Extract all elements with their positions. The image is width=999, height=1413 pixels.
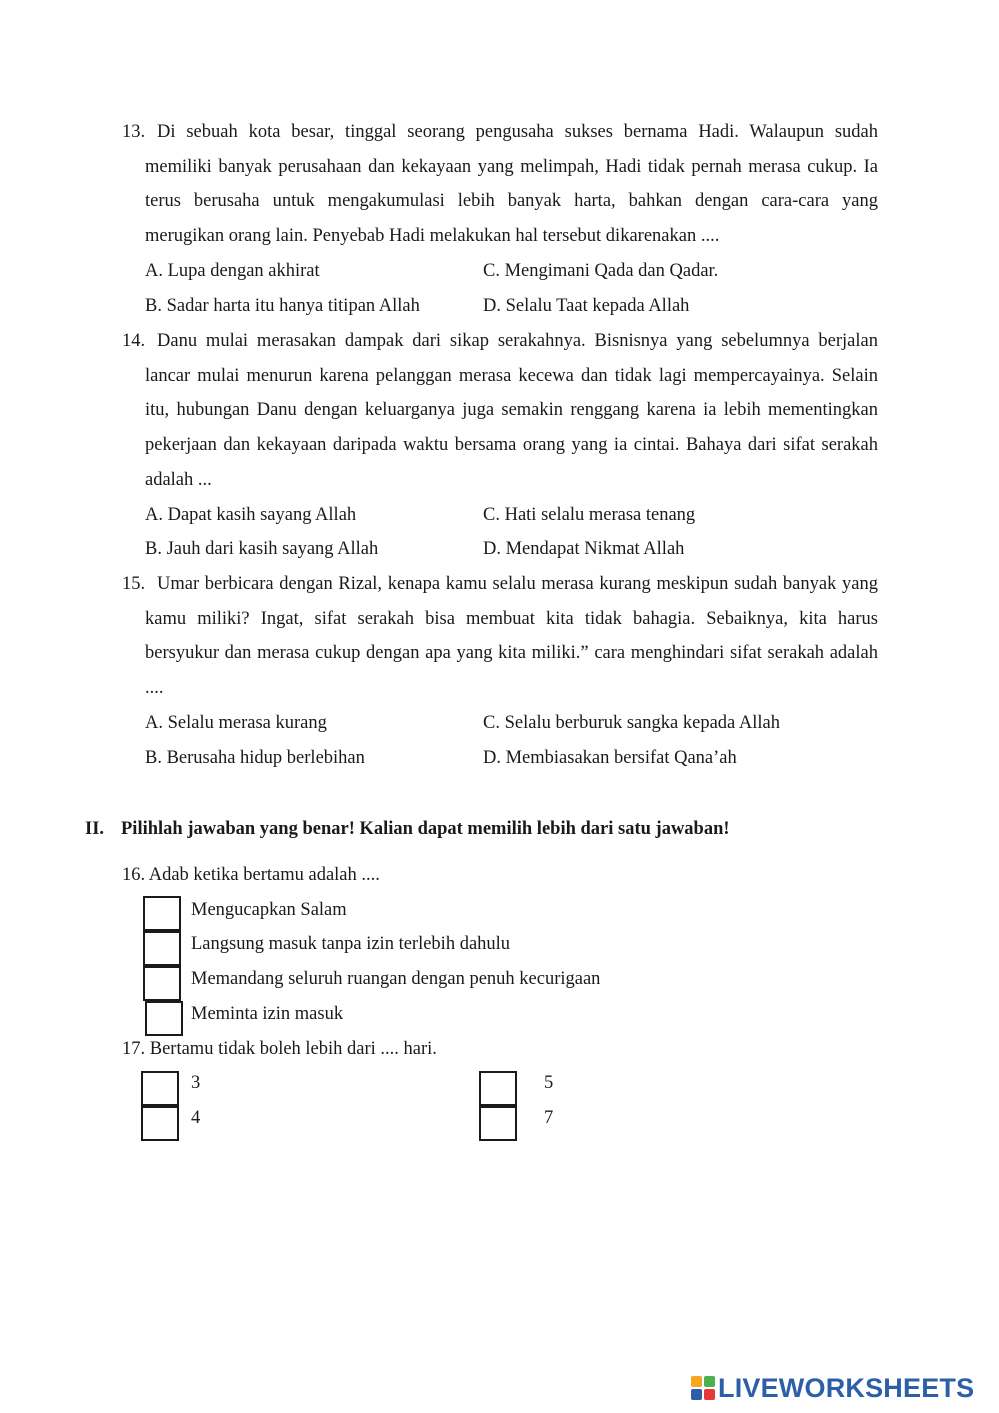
question-14 [122, 324, 878, 567]
choice-16-2: Langsung masuk tanpa izin terlebih dahulu [191, 934, 511, 954]
choice-16-4: Meminta izin masuk [191, 1004, 344, 1024]
option-a: A. Selalu merasa kurang [145, 712, 327, 733]
checkbox-17-7[interactable] [479, 1106, 517, 1141]
brand-tile-icon [704, 1389, 715, 1400]
choice-16-1: Mengucapkan Salam [191, 900, 347, 920]
option-c: C. Mengimani Qada dan Qadar. [483, 260, 719, 281]
question-13 [122, 115, 878, 323]
question-number: 13. [122, 122, 146, 142]
brand-mark-icon [691, 1376, 715, 1400]
checkbox-17-3[interactable] [141, 1071, 179, 1106]
option-b: B. Jauh dari kasih sayang Allah [145, 539, 379, 560]
question-16-label: 16. Adab ketika bertamu adalah .... [122, 865, 380, 885]
choice-17-3: 3 [191, 1073, 201, 1093]
option-c: C. Hati selalu merasa tenang [483, 504, 696, 525]
question-stem [122, 567, 878, 706]
section-number: II. [85, 819, 105, 839]
brand-tile-icon [691, 1389, 702, 1400]
section-instruction: Pilihlah jawaban yang benar! Kalian dapat memilih lebih dari satu jawaban! [121, 819, 730, 839]
checkbox-17-4[interactable] [141, 1106, 179, 1141]
question-stem [122, 115, 878, 254]
checkbox-17-5[interactable] [479, 1071, 517, 1106]
option-a: A. Lupa dengan akhirat [145, 260, 320, 281]
section-heading [85, 812, 730, 846]
question-17-label: 17. Bertamu tidak boleh lebih dari .... hari. [122, 1039, 437, 1059]
question-stem [122, 324, 878, 498]
question-text: Danu mulai merasakan dampak dari sikap serakahnya. Bisnisnya yang sebelumnya berjalan lancar mulai menurun karena pelanggan merasa kecewa dan tidak lagi mempercayainya. Selain itu, hubungan Danu dengan keluarganya juga semakin renggang karena ia lebih mementingkan pekerjaan dan kekayaan daripada waktu bersama orang yang ia cintai. Bahaya dari sifat serakah adalah ... [145, 331, 878, 490]
brand-name: LIVEWORKSHEETS [718, 1372, 975, 1403]
checkbox-16-4[interactable] [145, 1001, 183, 1036]
question-number: 14. [122, 331, 146, 351]
checkbox-16-2[interactable] [143, 931, 181, 966]
option-d: D. Selalu Taat kepada Allah [483, 295, 690, 316]
option-d: D. Membiasakan bersifat Qana’ah [483, 747, 737, 768]
answer-options [145, 706, 878, 775]
question-number: 15. [122, 574, 146, 594]
liveworksheets-logo [691, 1373, 974, 1403]
question-text: Umar berbicara dengan Rizal, kenapa kamu selalu merasa kurang meskipun sudah banyak yang kamu miliki? Ingat, sifat serakah bisa membuat kita tidak bahagia. Sebaiknya, kita harus bersyukur dan merasa cukup dengan apa yang kita miliki.” cara menghindari sifat serakah adalah .... [145, 574, 878, 699]
choice-17-4: 4 [191, 1108, 201, 1128]
answer-options [145, 498, 878, 567]
option-a: A. Dapat kasih sayang Allah [145, 504, 357, 525]
choice-17-7: 7 [544, 1108, 554, 1128]
option-b: B. Sadar harta itu hanya titipan Allah [145, 295, 420, 316]
question-text: Di sebuah kota besar, tinggal seorang pengusaha sukses bernama Hadi. Walaupun sudah memiliki banyak perusahaan dan kekayaan yang melimpah, Hadi tidak pernah merasa cukup. Ia terus berusaha untuk mengakumulasi lebih banyak harta, bahkan dengan cara-cara yang merugikan orang lain. Penyebab Hadi melakukan hal tersebut dikarenakan .... [145, 122, 878, 247]
option-d: D. Mendapat Nikmat Allah [483, 539, 685, 560]
checkbox-16-3[interactable] [143, 966, 181, 1001]
answer-options [145, 254, 878, 323]
brand-tile-icon [704, 1376, 715, 1387]
brand-tile-icon [691, 1376, 702, 1387]
checkbox-16-1[interactable] [143, 896, 181, 931]
question-15 [122, 567, 878, 775]
option-c: C. Selalu berburuk sangka kepada Allah [483, 712, 780, 733]
choice-16-3: Memandang seluruh ruangan dengan penuh kecurigaan [191, 969, 601, 989]
choice-17-5: 5 [544, 1073, 554, 1093]
option-b: B. Berusaha hidup berlebihan [145, 747, 365, 768]
